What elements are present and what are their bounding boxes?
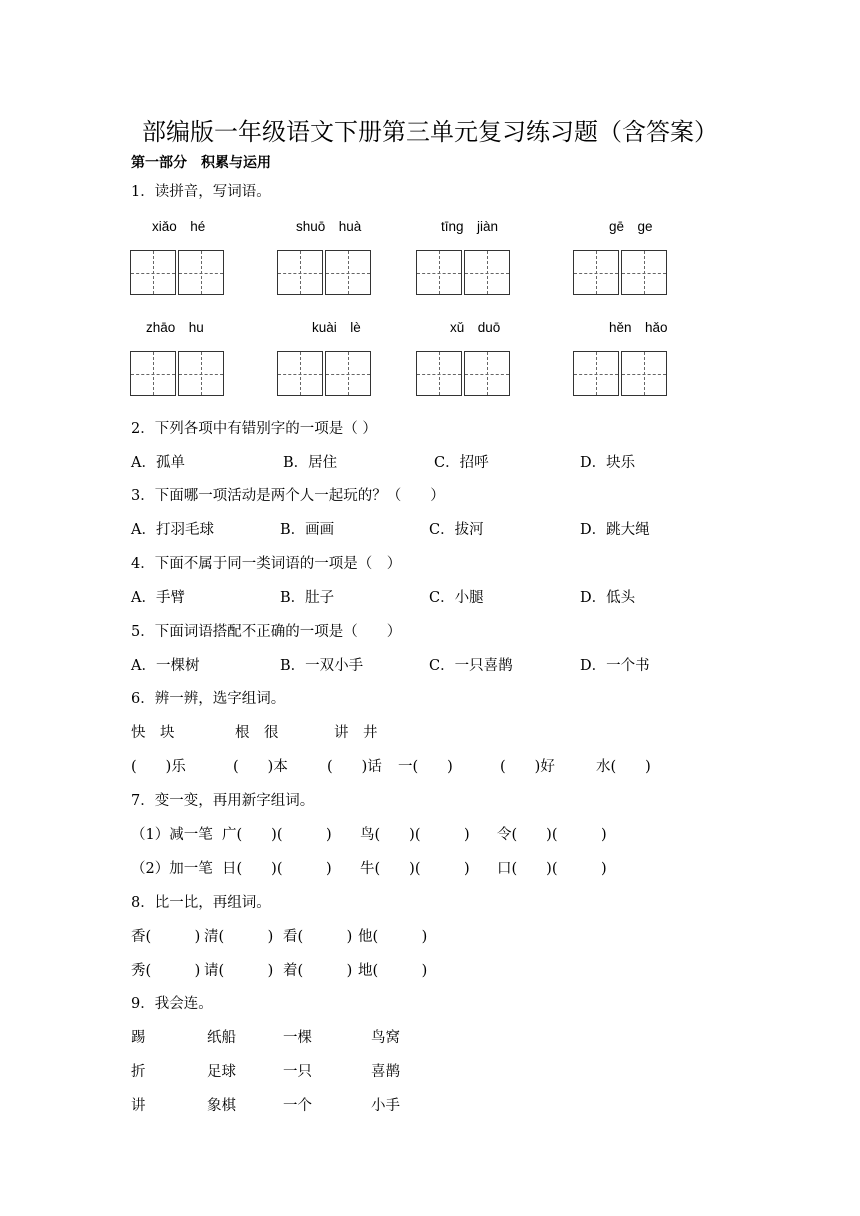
match-item[interactable]: 一棵 bbox=[283, 1030, 312, 1046]
match-item[interactable]: 折 bbox=[131, 1064, 146, 1080]
pinyin-label: xiǎo hé bbox=[152, 219, 206, 234]
transform-label: （1）减一笔 bbox=[131, 827, 213, 843]
pinyin-label: hěn hǎo bbox=[609, 320, 668, 335]
section-heading: 第一部分 积累与运用 bbox=[131, 155, 271, 171]
option-b[interactable]: B．一双小手 bbox=[280, 658, 364, 674]
option-b[interactable]: B．画画 bbox=[280, 522, 335, 538]
char-pair: 快 块 bbox=[131, 725, 175, 741]
blank-field[interactable]: 令( )( ) bbox=[497, 827, 607, 843]
blank-field[interactable]: 香( ) bbox=[131, 929, 201, 945]
question-8-stem: 8．比一比，再组词。 bbox=[131, 895, 271, 911]
question-5-stem: 5．下面词语搭配不正确的一项是（ ） bbox=[131, 624, 402, 640]
writing-grid[interactable] bbox=[416, 250, 512, 295]
option-c[interactable]: C．拔河 bbox=[429, 522, 484, 538]
blank-field[interactable]: 清( ) bbox=[204, 929, 274, 945]
pinyin-label: tīng jiàn bbox=[441, 219, 499, 234]
writing-grid[interactable] bbox=[130, 250, 226, 295]
blank-field[interactable]: 口( )( ) bbox=[497, 861, 607, 877]
match-item[interactable]: 喜鹊 bbox=[371, 1064, 400, 1080]
pinyin-label: kuài lè bbox=[312, 320, 361, 335]
writing-grid[interactable] bbox=[573, 250, 669, 295]
blank-field[interactable]: ( )好 bbox=[500, 759, 555, 775]
match-item[interactable]: 一个 bbox=[283, 1098, 312, 1114]
pinyin-label: shuō huà bbox=[296, 219, 362, 234]
writing-grid[interactable] bbox=[130, 351, 226, 396]
option-a[interactable]: A．一棵树 bbox=[131, 658, 200, 674]
option-b[interactable]: B．肚子 bbox=[280, 590, 335, 606]
blank-field[interactable]: 看( ) bbox=[283, 929, 353, 945]
blank-field[interactable]: 一( ) bbox=[398, 759, 453, 775]
option-c[interactable]: C．小腿 bbox=[429, 590, 484, 606]
blank-field[interactable]: 牛( )( ) bbox=[360, 861, 470, 877]
match-item[interactable]: 小手 bbox=[371, 1098, 400, 1114]
question-6-stem: 6．辨一辨，选字组词。 bbox=[131, 691, 286, 707]
question-3-stem: 3．下面哪一项活动是两个人一起玩的？（ ） bbox=[131, 488, 445, 504]
blank-field[interactable]: ( )话 bbox=[327, 759, 382, 775]
blank-field[interactable]: ( )乐 bbox=[131, 759, 186, 775]
blank-field[interactable]: 秀( ) bbox=[131, 963, 201, 979]
question-7-stem: 7．变一变，再用新字组词。 bbox=[131, 793, 315, 809]
option-c[interactable]: C．一只喜鹊 bbox=[429, 658, 513, 674]
pinyin-label: zhāo hu bbox=[146, 320, 204, 335]
blank-field[interactable]: 水( ) bbox=[596, 759, 651, 775]
blank-field[interactable]: 鸟( )( ) bbox=[360, 827, 470, 843]
option-a[interactable]: A．手臂 bbox=[131, 590, 185, 606]
blank-field[interactable]: 请( ) bbox=[204, 963, 274, 979]
match-item[interactable]: 讲 bbox=[131, 1098, 146, 1114]
question-9-stem: 9．我会连。 bbox=[131, 996, 213, 1012]
match-item[interactable]: 足球 bbox=[207, 1064, 236, 1080]
blank-field[interactable]: 他( ) bbox=[358, 929, 428, 945]
match-item[interactable]: 踢 bbox=[131, 1030, 146, 1046]
writing-grid[interactable] bbox=[277, 351, 373, 396]
blank-field[interactable]: 地( ) bbox=[358, 963, 428, 979]
match-item[interactable]: 一只 bbox=[283, 1064, 312, 1080]
writing-grid[interactable] bbox=[573, 351, 669, 396]
blank-field[interactable]: 着( ) bbox=[283, 963, 353, 979]
option-d[interactable]: D．跳大绳 bbox=[580, 522, 650, 538]
option-d[interactable]: D．低头 bbox=[580, 590, 636, 606]
blank-field[interactable]: 广( )( ) bbox=[222, 827, 332, 843]
match-item[interactable]: 象棋 bbox=[207, 1098, 236, 1114]
option-d[interactable]: D．块乐 bbox=[580, 455, 636, 471]
pinyin-label: gē ge bbox=[609, 219, 653, 234]
writing-grid[interactable] bbox=[277, 250, 373, 295]
blank-field[interactable]: ( )本 bbox=[233, 759, 288, 775]
transform-label: （2）加一笔 bbox=[131, 861, 213, 877]
blank-field[interactable]: 日( )( ) bbox=[222, 861, 332, 877]
question-1-stem: 1．读拼音，写词语。 bbox=[131, 184, 271, 200]
char-pair: 根 很 bbox=[235, 725, 279, 741]
char-pair: 讲 井 bbox=[334, 725, 378, 741]
writing-grid[interactable] bbox=[416, 351, 512, 396]
question-4-stem: 4．下面不属于同一类词语的一项是（ ） bbox=[131, 556, 402, 572]
match-item[interactable]: 鸟窝 bbox=[371, 1030, 400, 1046]
option-a[interactable]: A．孤单 bbox=[131, 455, 185, 471]
option-a[interactable]: A．打羽毛球 bbox=[131, 522, 214, 538]
pinyin-label: xǔ duō bbox=[450, 320, 501, 335]
option-b[interactable]: B．居住 bbox=[283, 455, 338, 471]
question-2-stem: 2．下列各项中有错别字的一项是（ ） bbox=[131, 421, 377, 437]
page-title: 部编版一年级语文下册第三单元复习练习题（含答案） bbox=[142, 118, 718, 146]
match-item[interactable]: 纸船 bbox=[207, 1030, 236, 1046]
option-d[interactable]: D．一个书 bbox=[580, 658, 650, 674]
option-c[interactable]: C．招呼 bbox=[434, 455, 489, 471]
